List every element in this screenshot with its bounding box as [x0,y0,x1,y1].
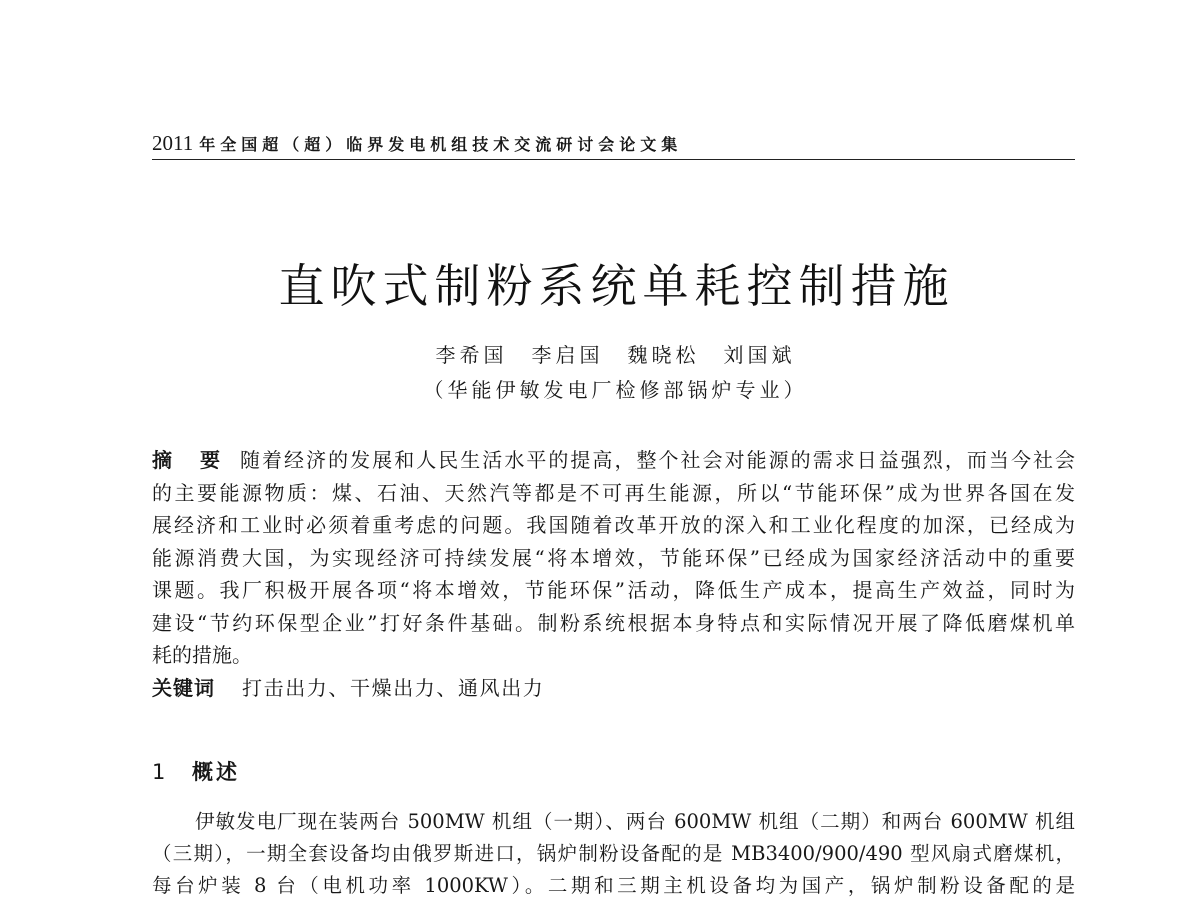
abstract-line: 能源消费大国，为实现经济可持续发展“将本增效，节能环保”已经成为国家经济活动中的重要 [152,545,1075,570]
body-line: 每台炉装 8 台（电机功率 1000KW）。二期和三期主机设备均为国产，锅炉制粉设备配的是 [152,874,1075,897]
paper-title: 直吹式制粉系统单耗控制措施 [278,259,955,313]
body-line: （三期），一期全套设备均由俄罗斯进口，锅炉制粉设备配的是 MB3400/900/490 型风扇式磨煤机， [152,842,1075,865]
keywords-label: 关键词 [152,675,215,700]
abstract [152,444,1075,704]
paper-authors: 李希国 李启国 魏晓松 刘国斌 [435,343,796,367]
body-line: 伊敏发电厂现在装两台 500MW 机组（一期）、两台 600MW 机组（二期）和两台 600MW 机组 [195,810,1075,833]
abstract-line: 耗的措施。 [152,643,252,667]
header-year: 2011 [152,131,194,155]
abstract-line: 的主要能源物质：煤、石油、天然汽等都是不可再生能源，所以“节能环保”成为世界各国在发 [152,480,1075,505]
section-number: 1 [152,760,166,784]
section-title: 概述 [192,760,240,784]
header-title: 年全国超（超）临界发电机组技术交流研讨会论文集 [199,135,683,154]
abstract-label: 摘 要 [152,448,224,472]
abstract-line: 课题。我厂积极开展各项“将本增效，节能环保”活动，降低生产成本，提高生产效益，同时为 [152,578,1075,602]
abstract-line [152,444,1075,477]
page-header [152,131,682,155]
section-body [152,806,1075,902]
section-heading [152,758,240,786]
keywords-text: 打击出力、干燥出力、通风出力 [242,675,545,700]
abstract-line: 展经济和工业时必须着重考虑的问题。我国随着改革开放的深入和工业化程度的加深，已经成为 [152,513,1075,537]
paper-affiliation: （华能伊敏发电厂检修部锅炉专业） [423,378,808,402]
keywords-line [152,672,1075,705]
abstract-line: 建设“节约环保型企业”打好条件基础。制粉系统根据本身特点和实际情况开展了降低磨煤机单 [152,610,1075,635]
abstract-line-text: 随着经济的发展和人民生活水平的提高，整个社会对能源的需求日益强烈，而当今社会 [240,448,1075,472]
header-rule [152,159,1075,160]
